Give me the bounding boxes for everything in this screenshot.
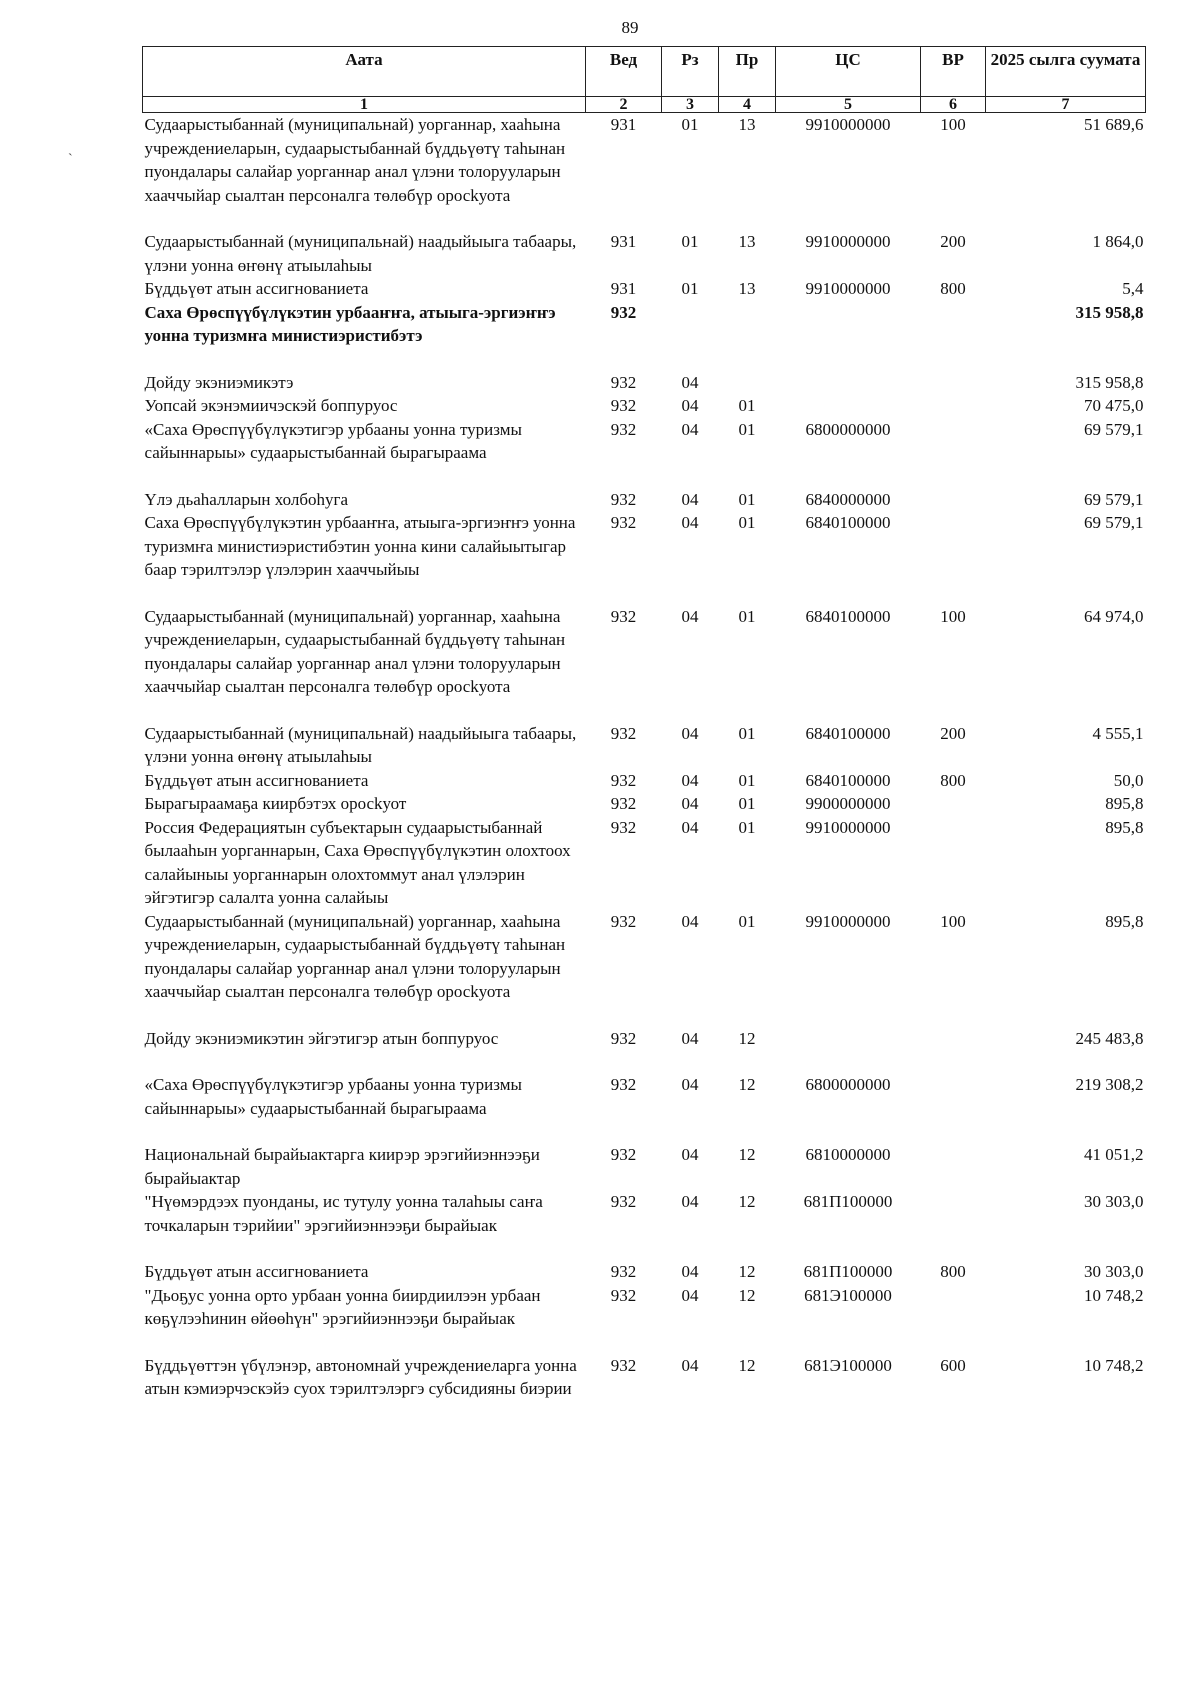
row-pr: 12 <box>738 1145 756 1164</box>
row-rz: 04 <box>681 396 699 415</box>
table-row <box>143 394 1146 418</box>
row-vr: 200 <box>940 723 966 743</box>
table-row <box>143 488 1146 512</box>
row-cs: 6840100000 <box>805 606 891 626</box>
row-rz: 04 <box>681 372 699 392</box>
row-sum: 4 555,1 <box>1092 723 1144 743</box>
table-row <box>143 1073 1146 1143</box>
row-name: Судаарыстыбаннай (муниципальнай) уорганнар, хааһына учреждениеларын, судаарыстыбаннай бүддьүөтү таһынан пуондалары салайар уорганнар анал үлэни толорууларын хааччыйар сыалтан персоналга төлөбүр оросkуота <box>144 606 566 696</box>
row-vr: 100 <box>940 606 966 626</box>
row-vr <box>921 816 986 910</box>
row-cs: 681П100000 <box>803 1192 893 1211</box>
row-sum: 41 051,2 <box>1084 1145 1144 1164</box>
row-ved: 932 <box>610 723 637 743</box>
row-name: Судаарыстыбаннай (муниципальнай) уорганнар, хааһына учреждениеларын, судаарыстыбаннай бүддьүөтү таһынан пуондалары салайар уорганнар анал үлэни толорууларын хааччыйар сыалтан персоналга төлөбүр оросkуота <box>144 911 566 1001</box>
row-vr <box>921 371 986 395</box>
row-name: Бүддьүөт атын ассигнованиета <box>144 279 369 298</box>
row-pr: 12 <box>738 1262 756 1281</box>
row-vr <box>921 418 986 488</box>
row-ved: 931 <box>610 279 637 298</box>
row-vr <box>921 1073 986 1143</box>
table-row <box>143 371 1146 395</box>
row-ved: 932 <box>610 606 637 626</box>
row-sum: 51 689,6 <box>1084 115 1144 134</box>
row-rz: 04 <box>681 513 699 532</box>
row-pr: 12 <box>738 1192 756 1211</box>
budget-table <box>142 46 1146 1401</box>
row-sum: 69 579,1 <box>1084 419 1144 439</box>
row-cs: 9910000000 <box>805 115 891 134</box>
row-rz: 04 <box>681 911 699 931</box>
row-vr <box>921 1284 986 1354</box>
row-cs: 9910000000 <box>805 232 891 251</box>
row-vr <box>921 394 986 418</box>
row-cs: 681Э100000 <box>804 1355 892 1375</box>
row-rz <box>662 301 719 371</box>
column-header-pr: Пр <box>719 47 776 97</box>
row-cs: 6840100000 <box>805 770 891 790</box>
row-sum: 70 475,0 <box>1084 396 1144 415</box>
row-name: Уопсай экэнэмиичэскэй боппуруос <box>144 396 398 415</box>
row-ved: 932 <box>610 1075 637 1094</box>
row-ved: 932 <box>610 1028 637 1048</box>
table-row <box>143 722 1146 769</box>
row-sum: 245 483,8 <box>1075 1028 1144 1048</box>
row-rz: 01 <box>681 115 699 134</box>
row-vr <box>921 1027 986 1074</box>
column-number-row <box>143 97 1146 113</box>
row-ved: 932 <box>610 794 637 813</box>
row-ved: 932 <box>610 1192 637 1211</box>
row-ved: 932 <box>610 911 637 931</box>
row-name: Дойду экэниэмикэтин эйгэтигэр атын боппуруос <box>144 1028 499 1048</box>
table-row <box>143 910 1146 1027</box>
row-pr: 12 <box>738 1285 756 1305</box>
row-pr: 12 <box>738 1028 756 1048</box>
row-sum: 69 579,1 <box>1084 513 1144 532</box>
row-vr: 800 <box>940 770 966 790</box>
row-rz: 04 <box>681 817 699 837</box>
row-rz: 04 <box>681 1145 699 1164</box>
row-pr: 13 <box>738 232 756 251</box>
table-row <box>143 277 1146 301</box>
row-sum: 5,4 <box>1122 279 1144 298</box>
column-header-vr: ВР <box>921 47 986 97</box>
row-cs: 9910000000 <box>805 279 891 298</box>
row-sum: 64 974,0 <box>1084 606 1144 626</box>
table-row <box>143 1260 1146 1284</box>
row-rz: 01 <box>681 232 699 251</box>
table-row <box>143 418 1146 488</box>
row-ved: 932 <box>610 770 637 790</box>
row-rz: 04 <box>681 1285 699 1305</box>
column-header-name: Аата <box>143 47 586 97</box>
row-name: Судаарыстыбаннай (муниципальнай) уорганнар, хааһына учреждениеларын, судаарыстыбаннай бүддьүөтү таһынан пуондалары салайар уорганнар анал үлэни толорууларын хааччыйар сыалтан персоналга төлөбүр оросkуота <box>144 115 566 205</box>
row-cs: 9910000000 <box>805 911 891 931</box>
table-row <box>143 605 1146 722</box>
row-pr: 01 <box>738 513 756 532</box>
row-ved: 932 <box>610 1145 637 1164</box>
column-number: 6 <box>921 97 986 113</box>
row-ved: 932 <box>610 419 637 439</box>
table-row <box>143 113 1146 231</box>
header-row <box>143 47 1146 97</box>
row-sum: 10 748,2 <box>1084 1355 1144 1375</box>
row-pr: 01 <box>738 723 756 743</box>
row-sum: 315 958,8 <box>1075 302 1144 322</box>
row-rz: 04 <box>681 1262 699 1281</box>
row-rz: 04 <box>681 489 699 509</box>
row-pr: 01 <box>738 606 756 626</box>
row-pr: 13 <box>738 279 756 298</box>
row-cs: 9910000000 <box>805 817 891 837</box>
row-rz: 04 <box>681 723 699 743</box>
table-row <box>143 301 1146 371</box>
row-vr <box>921 792 986 816</box>
row-cs <box>776 1027 921 1074</box>
row-cs: 6840100000 <box>805 513 891 532</box>
row-cs: 6800000000 <box>805 1075 891 1094</box>
table-row <box>143 1190 1146 1260</box>
row-ved: 932 <box>610 302 637 322</box>
row-sum: 895,8 <box>1105 817 1144 837</box>
row-cs <box>776 301 921 371</box>
row-rz: 01 <box>681 279 699 298</box>
row-cs: 6810000000 <box>805 1145 891 1164</box>
table-row <box>143 769 1146 793</box>
row-pr: 01 <box>738 419 756 439</box>
row-vr <box>921 1143 986 1190</box>
row-name: Саха Өрөспүүбүлүкэтин урбааҥҥа, атыыга-эргиэҥҥэ уонна туризмҥа министиэристибэтэ <box>144 302 556 345</box>
row-name: "Нүөмэрдээх пуонданы, ис тутулу уонна талаһыы саҥа точкаларын тэрийии" эрэгийиэннээҕи бырайыак <box>144 1192 543 1235</box>
row-pr <box>719 371 776 395</box>
row-vr: 100 <box>940 911 966 931</box>
column-header-sum: 2025 сылга суумата <box>986 47 1146 97</box>
table-row <box>143 511 1146 605</box>
row-rz: 04 <box>681 794 699 813</box>
table-row <box>143 1354 1146 1401</box>
table-row <box>143 1027 1146 1074</box>
row-vr: 600 <box>940 1355 966 1375</box>
row-vr: 100 <box>940 115 966 134</box>
row-name: Судаарыстыбаннай (муниципальнай) наадыйыыга табаары, үлэни уонна өҥөнү атыылаһыы <box>144 232 577 275</box>
row-name: Бырагыраамаҕа киирбэтэх оросkуот <box>144 794 407 813</box>
row-sum: 50,0 <box>1113 770 1144 790</box>
row-name: Бүддьүөт атын ассигнованиета <box>144 1262 369 1281</box>
row-name: Үлэ дьаһалларын холбоһуга <box>144 489 349 509</box>
row-sum: 1 864,0 <box>1092 232 1144 251</box>
row-cs <box>776 371 921 395</box>
row-pr: 12 <box>738 1355 756 1375</box>
row-pr: 01 <box>738 396 756 415</box>
row-name: Бүддьүөт атын ассигнованиета <box>144 770 369 790</box>
row-vr <box>921 1190 986 1260</box>
column-number: 3 <box>662 97 719 113</box>
row-name: Дойду экэниэмикэтэ <box>144 372 294 392</box>
row-rz: 04 <box>681 419 699 439</box>
column-number: 2 <box>586 97 662 113</box>
row-vr: 800 <box>940 279 966 298</box>
row-sum: 30 303,0 <box>1084 1262 1144 1281</box>
column-number: 4 <box>719 97 776 113</box>
row-cs: 6800000000 <box>805 419 891 439</box>
row-name: Национальнай бырайыактарга киирэр эрэгийиэннээҕи бырайыактар <box>144 1145 540 1188</box>
row-pr: 01 <box>738 489 756 509</box>
table-row <box>143 816 1146 910</box>
row-cs: 681Э100000 <box>804 1285 892 1305</box>
row-ved: 932 <box>610 817 637 837</box>
scan-mark: ` <box>68 152 73 167</box>
row-sum: 30 303,0 <box>1084 1192 1144 1211</box>
row-name: "Дьоҕус уонна орто урбаан уонна биирдиилээн урбаан көҕүлээһинин өйөөһүн" эрэгийиэннээҕи бырайыак <box>144 1285 541 1328</box>
row-name: Россия Федерациятын субъектарын судаарыстыбаннай былааһын уорганнарын, Саха Өрөспүүбүлүкэтин олохтоох салайыныы уорганнарын олохтоммут анал үлэлэрин эйгэтигэр салалта уонна салайыы <box>144 817 571 907</box>
page-number: 89 <box>621 18 639 37</box>
row-sum: 69 579,1 <box>1084 489 1144 509</box>
row-pr: 01 <box>738 770 756 790</box>
row-ved: 932 <box>610 396 637 415</box>
row-vr: 200 <box>940 232 966 251</box>
table-row <box>143 1143 1146 1190</box>
row-rz: 04 <box>681 1028 699 1048</box>
table-row <box>143 792 1146 816</box>
table-row <box>143 1284 1146 1354</box>
row-ved: 931 <box>610 232 637 251</box>
column-header-ved: Вед <box>586 47 662 97</box>
row-ved: 932 <box>610 1285 637 1305</box>
row-ved: 932 <box>610 489 637 509</box>
row-pr: 13 <box>738 115 756 134</box>
row-name: Судаарыстыбаннай (муниципальнай) наадыйыыга табаары, үлэни уонна өҥөнү атыылаһыы <box>144 723 577 766</box>
row-name: Бүддьүөттэн үбүлэнэр, автономнай учреждениеларга уонна атын кэмиэрчэскэйэ суох тэрилтэлэргэ субсидияны биэрии <box>144 1355 577 1398</box>
row-vr <box>921 488 986 512</box>
column-header-cs: ЦС <box>776 47 921 97</box>
row-ved: 932 <box>610 1355 637 1375</box>
row-pr: 01 <box>738 817 756 837</box>
row-cs: 9900000000 <box>805 794 891 813</box>
row-cs: 6840100000 <box>805 723 891 743</box>
row-rz: 04 <box>681 1192 699 1211</box>
row-cs: 681П100000 <box>803 1262 893 1281</box>
row-ved: 932 <box>610 372 637 392</box>
row-name: «Саха Өрөспүүбүлүкэтигэр урбааны уонна туризмы сайыннарыы» судаарыстыбаннай бырагыраама <box>144 1075 522 1118</box>
row-name: Саха Өрөспүүбүлүкэтин урбааҥҥа, атыыга-эргиэҥҥэ уонна туризмҥа министиэристибэтин уонна кини салайыытыгар баар тэрилтэлэр үлэлэрин хааччыйыы <box>144 513 576 579</box>
row-rz: 04 <box>681 1355 699 1375</box>
row-ved: 932 <box>610 513 637 532</box>
row-sum: 10 748,2 <box>1084 1285 1144 1305</box>
row-name: «Саха Өрөспүүбүлүкэтигэр урбааны уонна туризмы сайыннарыы» судаарыстыбаннай бырагыраама <box>144 419 522 462</box>
column-number: 5 <box>776 97 921 113</box>
row-vr: 800 <box>940 1262 966 1281</box>
row-ved: 932 <box>610 1262 637 1281</box>
row-sum: 315 958,8 <box>1075 372 1144 392</box>
row-rz: 04 <box>681 606 699 626</box>
row-vr <box>921 301 986 371</box>
row-cs <box>776 394 921 418</box>
row-cs: 6840000000 <box>805 489 891 509</box>
row-rz: 04 <box>681 770 699 790</box>
table-body <box>143 113 1146 1401</box>
row-rz: 04 <box>681 1075 699 1094</box>
row-vr <box>921 511 986 605</box>
row-pr <box>719 301 776 371</box>
row-pr: 12 <box>738 1075 756 1094</box>
column-number: 1 <box>143 97 586 113</box>
row-sum: 895,8 <box>1105 794 1144 813</box>
row-sum: 895,8 <box>1105 911 1144 931</box>
row-pr: 01 <box>738 794 756 813</box>
table-row <box>143 230 1146 277</box>
column-header-rz: Рз <box>662 47 719 97</box>
column-number: 7 <box>986 97 1146 113</box>
row-pr: 01 <box>738 911 756 931</box>
row-ved: 931 <box>610 115 637 134</box>
row-sum: 219 308,2 <box>1075 1075 1144 1094</box>
